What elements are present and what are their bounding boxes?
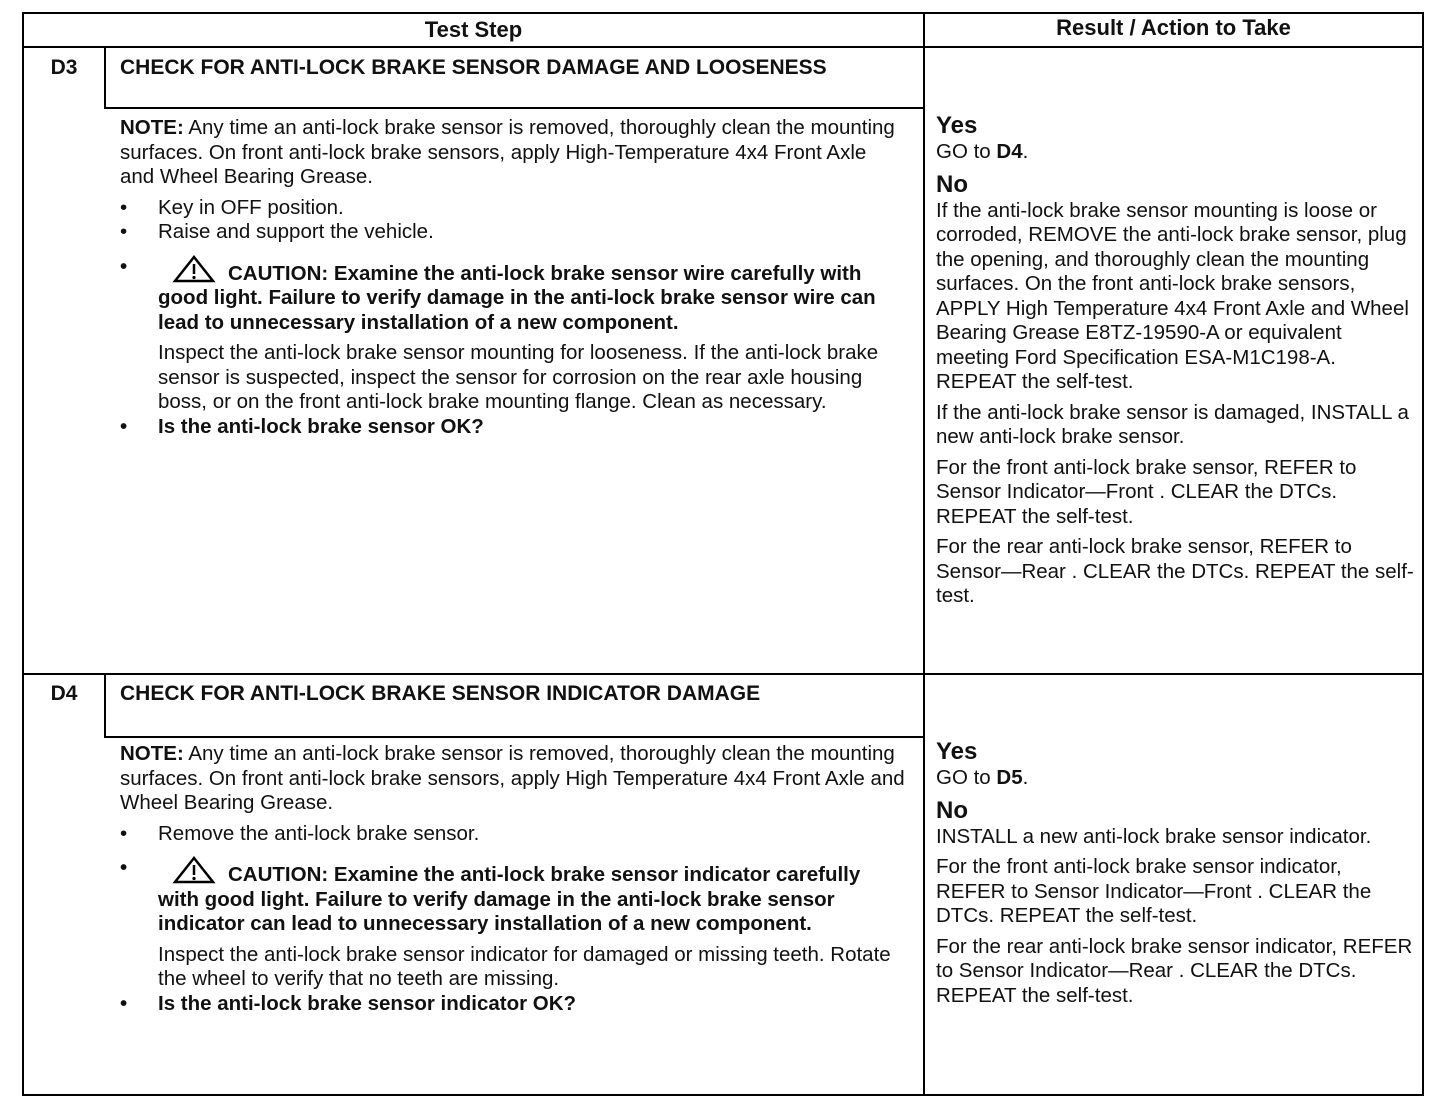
warning-triangle-icon (172, 255, 216, 283)
note-label: NOTE: (120, 742, 184, 765)
inspect-paragraph (120, 341, 905, 415)
bullet-text: Remove the anti-lock brake sensor. (158, 821, 480, 845)
no-label: No (936, 796, 968, 824)
bullet-item: • Raise and support the vehicle. (120, 220, 434, 243)
question-text: Is the anti-lock brake sensor OK? (158, 414, 484, 438)
step-divider (22, 673, 1424, 675)
goto-link[interactable]: D5 (996, 766, 1023, 789)
question-text: Is the anti-lock brake sensor indicator OK? (158, 991, 577, 1015)
bullet-text: Raise and support the vehicle. (158, 220, 434, 243)
header-divider (22, 46, 1424, 48)
column-header-test-step: Test Step (424, 17, 523, 42)
step-id: D3 (50, 56, 78, 79)
step-instructions (120, 742, 905, 1016)
note-label: NOTE: (120, 116, 184, 139)
step-id-divider (104, 46, 106, 108)
yes-label: Yes (936, 112, 978, 139)
question-item: • Is the anti-lock brake sensor OK? (120, 414, 484, 438)
yes-action-suffix: . (1022, 766, 1029, 789)
yes-action (936, 766, 1414, 791)
no-action-paragraph: If the anti-lock brake sensor mounting is loose or corroded, REMOVE the anti-lock brake sensor, plug the opening, and thoroughly clean the mounting surfaces. On the front anti-lock brake sensors, APPLY High Temperature 4x4 Front Axle and Wheel Bearing Grease E8TZ-19590-A or equivalent meeting Ford Specification ESA-M1C198-A. REPEAT the self-test. (936, 198, 1409, 393)
note-text: Any time an anti-lock brake sensor is removed, thoroughly clean the mounting surfaces. On front anti-lock brake sensors, apply High-Temperature 4x4 Front Axle and Wheel Bearing Grease. (120, 116, 895, 188)
note-paragraph (120, 742, 905, 816)
result-cell (936, 738, 1414, 1008)
yes-action (936, 140, 1414, 165)
caution-text: CAUTION: Examine the anti-lock brake sensor wire carefully with good light. Failure to verify damage in the anti-lock brake sensor wire can lead to unnecessary installation of a new component. (158, 261, 876, 334)
warning-triangle-icon (172, 856, 216, 884)
caution-item: • CAUTION: Examine the anti-lock brake sensor wire carefully with good light. Failure to verify damage in the anti-lock brake sensor wire can lead to unnecessary installation of a new component. (120, 254, 876, 334)
inspect-text: Inspect the anti-lock brake sensor mounting for looseness. If the anti-lock brake sensor is suspected, inspect the sensor for corrosion on the rear axle housing boss, or on the front anti-lock brake mounting flange. Clean as necessary. (158, 341, 879, 413)
no-action-paragraph: INSTALL a new anti-lock brake sensor indicator. (936, 824, 1372, 848)
step-id: D4 (50, 682, 78, 705)
title-divider (104, 107, 924, 109)
title-divider (104, 736, 924, 738)
no-action-paragraph: For the front anti-lock brake sensor indicator, REFER to Sensor Indicator—Front . CLEAR the DTCs. REPEAT the self-test. (936, 855, 1372, 927)
no-label: No (936, 170, 968, 198)
note-paragraph (120, 116, 905, 190)
column-header-result: Result / Action to Take (1056, 15, 1291, 40)
bullet-item: • Remove the anti-lock brake sensor. (120, 821, 480, 845)
step-title: CHECK FOR ANTI-LOCK BRAKE SENSOR DAMAGE AND LOOSENESS (120, 56, 827, 79)
yes-action-text: GO to (936, 140, 997, 163)
bullet-item: • Key in OFF position. (120, 195, 344, 219)
step-instructions (120, 116, 905, 439)
no-action-paragraph: For the rear anti-lock brake sensor, REFER to Sensor—Rear . CLEAR the DTCs. REPEAT the self-test. (936, 535, 1414, 607)
goto-link[interactable]: D4 (996, 140, 1023, 163)
yes-label: Yes (936, 738, 978, 765)
bullet-text: Key in OFF position. (158, 195, 344, 219)
result-cell (936, 112, 1414, 609)
yes-action-suffix: . (1022, 140, 1029, 163)
note-text: Any time an anti-lock brake sensor is removed, thoroughly clean the mounting surfaces. On front anti-lock brake sensors, apply High Temperature 4x4 Front Axle and Wheel Bearing Grease. (120, 742, 905, 814)
no-action-paragraph: For the front anti-lock brake sensor, REFER to Sensor Indicator—Front . CLEAR the DTCs. REPEAT the self-test. (936, 455, 1357, 528)
inspect-text: Inspect the anti-lock brake sensor indicator for damaged or missing teeth. Rotate the wheel to verify that no teeth are missing. (158, 942, 891, 990)
caution-item: • CAUTION: Examine the anti-lock brake sensor indicator carefully with good light. Failure to verify damage in the anti-lock brake sensor indicator can lead to unnecessary installation of a new component. (120, 856, 861, 935)
caution-text: CAUTION: Examine the anti-lock brake sensor indicator carefully with good light. Failure to verify damage in the anti-lock brake sensor indicator can lead to unnecessary installation of a new component. (158, 863, 861, 935)
no-action-paragraph: If the anti-lock brake sensor is damaged, INSTALL a new anti-lock brake sensor. (936, 400, 1409, 448)
question-item: • Is the anti-lock brake sensor indicator OK? (120, 991, 577, 1015)
step-id-divider (104, 673, 106, 737)
step-title: CHECK FOR ANTI-LOCK BRAKE SENSOR INDICATOR DAMAGE (120, 682, 761, 705)
yes-action-text: GO to (936, 766, 997, 789)
inspect-paragraph (120, 943, 905, 992)
no-action-paragraph: For the rear anti-lock brake sensor indicator, REFER to Sensor Indicator—Rear . CLEAR the DTCs. REPEAT the self-test. (936, 934, 1413, 1007)
column-divider (923, 12, 925, 1096)
